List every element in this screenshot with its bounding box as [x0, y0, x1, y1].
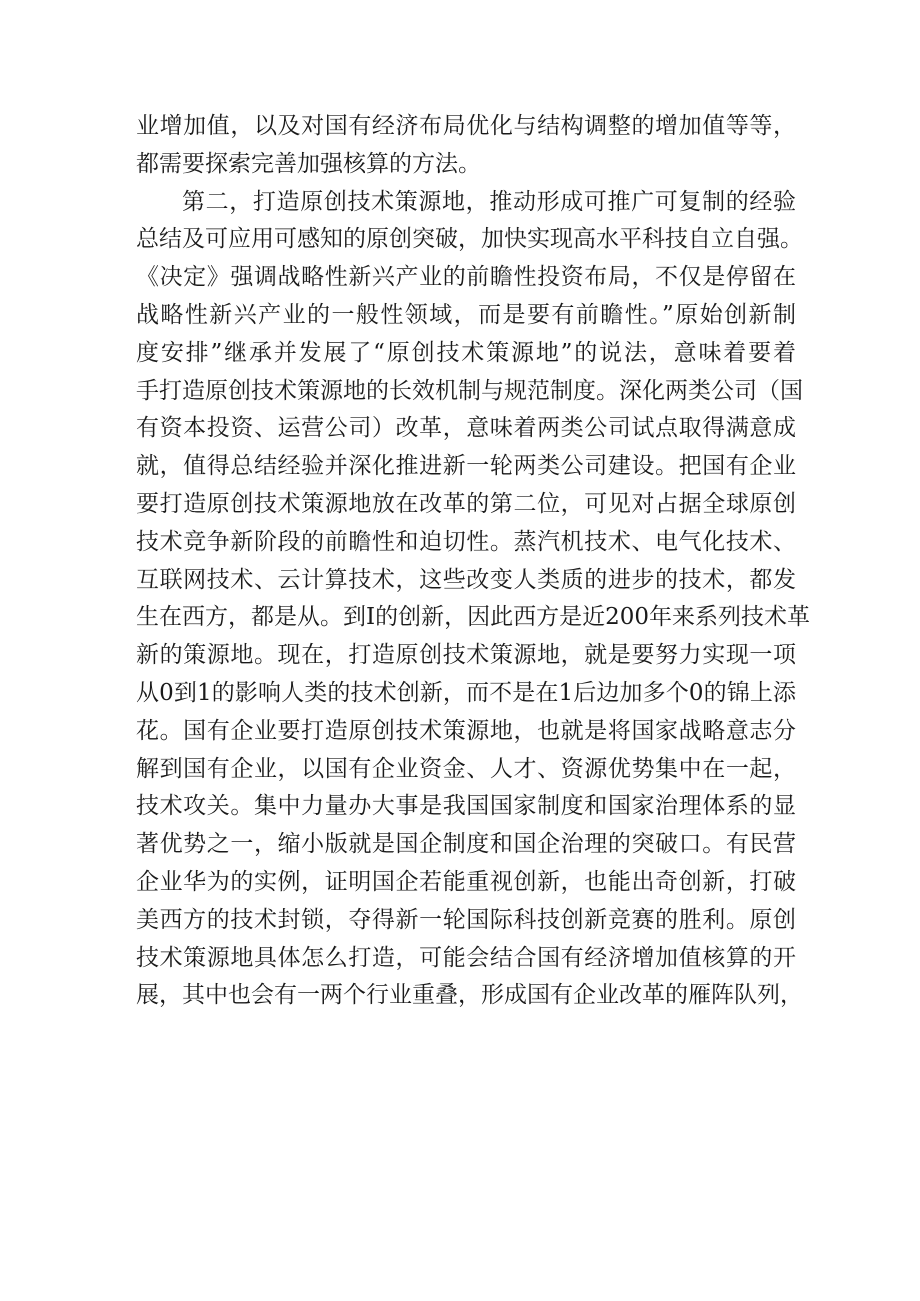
- text-line: 都需要探索完善加强核算的方法。: [136, 150, 481, 177]
- text-line: 解到国有企业，以国有企业资金、人才、资源优势集中在一起，: [136, 755, 796, 782]
- text-line: 新的策源地。现在，打造原创技术策源地，就是要努力实现一项: [136, 642, 796, 669]
- text-line: 著优势之一，缩小版就是国企制度和国企治理的突破口。有民营: [136, 831, 796, 858]
- text-line: 技术竞争新阶段的前瞻性和迫切性。蒸汽机技术、电气化技术、: [136, 528, 796, 555]
- text-line: 展，其中也会有一两个行业重叠，形成国有企业改革的雁阵队列，: [136, 982, 803, 1009]
- text-line: 业增加值，以及对国有经济布局优化与结构调整的增加值等等，: [136, 113, 796, 139]
- text-line: 要打造原创技术策源地放在改革的第二位，可见对占据全球原创: [136, 490, 796, 517]
- text-line: 手打造原创技术策源地的长效机制与规范制度。深化两类公司（国: [136, 377, 803, 404]
- text-line: 生在西方，都是从。到Ⅰ的创新，因此西方是近200年来系列技术革: [136, 604, 810, 631]
- text-line: 战略性新兴产业的一般性领域，而是要有前瞻性。”原始创新制: [136, 301, 796, 328]
- text-line: 花。国有企业要打造原创技术策源地，也就是将国家战略意志分: [136, 717, 796, 744]
- text-line: 总结及可应用可感知的原创突破，加快实现高水平科技自立自强。: [136, 226, 803, 253]
- text-line: 技术策源地具体怎么打造，可能会结合国有经济增加值核算的开: [136, 944, 796, 971]
- text-line: 度安排”继承并发展了“原创技术策源地”的说法，意味着要着: [136, 339, 796, 366]
- text-line: 从0到1的影响人类的技术创新，而不是在1后边加多个0的锦上添: [136, 679, 796, 706]
- text-line: 企业华为的实例，证明国企若能重视创新，也能出奇创新，打破: [136, 868, 796, 895]
- text-line: 就，值得总结经验并深化推进新一轮两类公司建设。把国有企业: [136, 453, 796, 480]
- body-text: [136, 108, 810, 1015]
- paragraph-start-line: 第二，打造原创技术策源地，推动形成可推广可复制的经验: [182, 188, 796, 215]
- text-line: 互联网技术、云计算技术，这些改变人类质的进步的技术，都发: [136, 566, 796, 593]
- text-line: 《决定》强调战略性新兴产业的前瞻性投资布局，不仅是停留在: [136, 264, 796, 291]
- text-line: 美西方的技术封锁，夺得新一轮国际科技创新竞赛的胜利。原创: [136, 906, 796, 933]
- text-line: 有资本投资、运营公司）改革，意味着两类公司试点取得满意成: [136, 415, 796, 442]
- text-line: 技术攻关。集中力量办大事是我国国家制度和国家治理体系的显: [136, 793, 796, 820]
